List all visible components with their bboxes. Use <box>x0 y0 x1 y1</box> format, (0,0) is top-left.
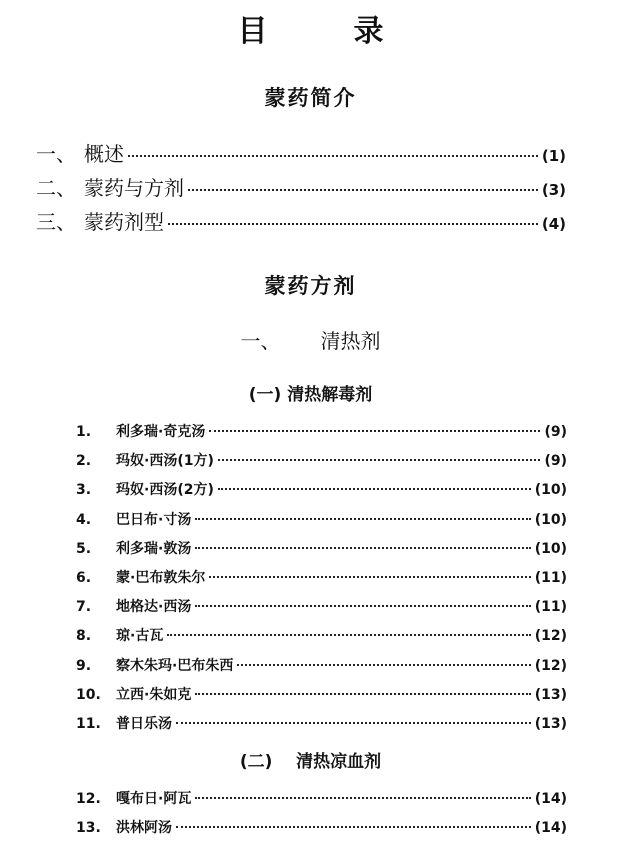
entry-page: (9) <box>544 424 567 440</box>
entry-title: 察木朱玛·巴布朱西 <box>116 657 234 674</box>
entry-number: 12. <box>76 791 101 807</box>
entry-number: 3. <box>76 482 92 499</box>
entry-page: (4) <box>541 215 566 233</box>
toc-entry[interactable] <box>76 567 567 587</box>
entry-title: 玛奴·西汤(1方) <box>116 453 214 470</box>
toc-entry[interactable] <box>76 713 567 733</box>
entry-title: 蒙药剂型 <box>84 210 164 234</box>
toc-entry[interactable] <box>76 479 567 499</box>
entry-page: (11) <box>534 570 567 586</box>
toc-entry[interactable] <box>76 684 567 704</box>
entry-title: 巴日布·寸汤 <box>116 511 192 528</box>
entry-number: 8. <box>76 628 92 645</box>
entry-number: 13. <box>76 820 101 836</box>
dot-leader <box>188 189 538 191</box>
entry-title: 概述 <box>84 142 124 166</box>
dot-leader <box>218 488 531 490</box>
toc-entry[interactable] <box>76 788 567 808</box>
dot-leader <box>168 223 538 225</box>
toc-entry[interactable] <box>76 450 567 470</box>
category-number: 一、 <box>240 329 281 353</box>
entry-title: 普日乐汤 <box>116 716 172 732</box>
toc-entry[interactable] <box>76 817 567 837</box>
entry-page: (3) <box>541 181 566 199</box>
entry-page: (13) <box>534 716 567 732</box>
entry-title: 蒙·巴布敦朱尔 <box>116 570 206 586</box>
entry-page: (11) <box>534 599 567 616</box>
entry-title: 地格达·西汤 <box>116 599 192 616</box>
entry-title: 蒙药与方剂 <box>84 176 184 200</box>
dot-leader <box>237 664 530 666</box>
entry-number: 二、 <box>36 176 76 200</box>
entry-page: (1) <box>541 147 566 165</box>
entry-title: 琼·古瓦 <box>116 628 164 645</box>
toc-entry[interactable] <box>76 655 567 675</box>
entry-number: 6. <box>76 570 92 586</box>
page-title-char-1: 目 <box>237 14 268 49</box>
toc-entry[interactable] <box>36 172 566 201</box>
toc-entry[interactable] <box>36 138 566 167</box>
entry-number: 一、 <box>36 142 76 166</box>
toc-entry[interactable] <box>76 421 567 441</box>
dot-leader <box>176 826 531 828</box>
subcategory-heading-2: (二) 清热凉血剂 <box>239 752 382 772</box>
dot-leader <box>128 155 538 157</box>
entry-page: (13) <box>534 686 567 703</box>
category-title: 清热剂 <box>320 329 381 353</box>
dot-leader <box>209 576 530 578</box>
toc-entry[interactable] <box>76 625 567 645</box>
dot-leader <box>209 430 540 432</box>
page-title <box>0 6 621 50</box>
entry-number: 1. <box>76 424 92 440</box>
entry-page: (12) <box>534 657 567 674</box>
entry-page: (10) <box>534 482 567 499</box>
entry-page: (14) <box>534 820 567 836</box>
toc-entry[interactable] <box>76 596 567 616</box>
dot-leader <box>176 722 531 724</box>
category-heading <box>0 325 621 354</box>
entry-title: 利多瑞·奇克汤 <box>116 424 206 440</box>
entry-number: 7. <box>76 599 92 616</box>
entry-page: (10) <box>534 511 567 528</box>
entry-page: (9) <box>544 453 567 470</box>
dot-leader <box>195 797 530 799</box>
section-heading-formulas: 蒙药方剂 <box>264 274 357 298</box>
entry-page: (14) <box>534 791 567 807</box>
entry-title: 立西·朱如克 <box>116 686 192 703</box>
entry-title: 玛奴·西汤(2方) <box>116 482 214 499</box>
dot-leader <box>195 605 530 607</box>
entry-number: 5. <box>76 540 92 557</box>
entry-title: 利多瑞·敦汤 <box>116 540 192 557</box>
entry-title: 嘎布日·阿瓦 <box>116 791 192 807</box>
toc-entry[interactable] <box>76 509 567 529</box>
page-title-char-2: 录 <box>353 14 384 49</box>
toc-entry[interactable] <box>36 206 566 235</box>
dot-leader <box>195 518 530 520</box>
entry-page: (10) <box>534 540 567 557</box>
dot-leader <box>218 459 541 461</box>
subcategory-heading-1: (一) 清热解毒剂 <box>248 385 373 405</box>
dot-leader <box>195 547 530 549</box>
entry-number: 4. <box>76 511 92 528</box>
entry-number: 10. <box>76 686 101 703</box>
entry-number: 11. <box>76 716 101 732</box>
dot-leader <box>167 634 530 636</box>
entry-number: 三、 <box>36 210 76 234</box>
section-heading-intro: 蒙药简介 <box>264 86 357 110</box>
entry-title: 洪林阿汤 <box>116 820 172 836</box>
entry-page: (12) <box>534 628 567 645</box>
toc-entry[interactable] <box>76 538 567 558</box>
entry-number: 9. <box>76 657 92 674</box>
dot-leader <box>195 693 530 695</box>
entry-number: 2. <box>76 453 92 470</box>
